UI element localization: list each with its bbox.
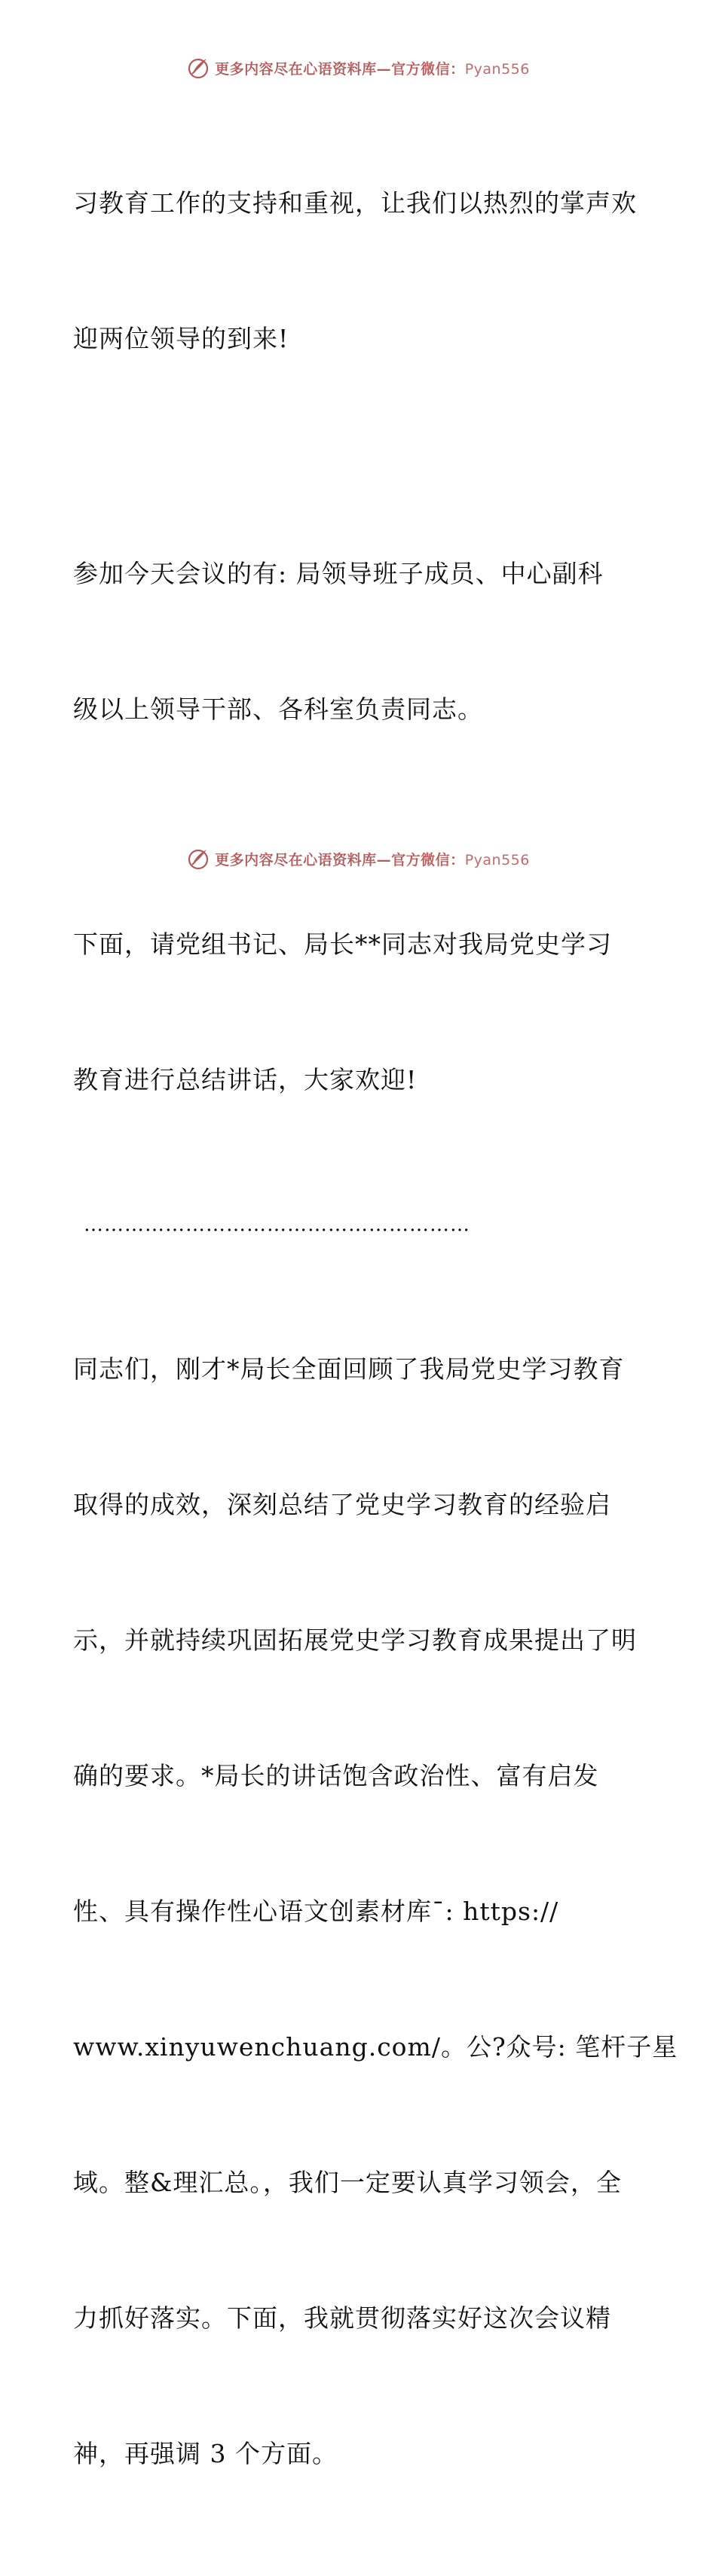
text-line: 教育进行总结讲话，大家欢迎! (73, 1065, 418, 1094)
header-banner-id: Pyan556 (464, 60, 530, 78)
ellipsis-separator: ………………………………………………… (84, 1213, 470, 1236)
footer-banner-text (215, 849, 530, 869)
header-watermark-banner (0, 53, 716, 83)
text-line: 域。整&理汇总。，我们一定要认真学习领会，全 (73, 2168, 622, 2197)
text-line: 下面，请党组书记、局长**同志对我局党史学习 (73, 929, 612, 959)
text-line: 级以上领导干部、各科室负责同志。 (73, 694, 483, 724)
text-line: www.xinyuwenchuang.com/。公?众号: 笔杆子星 (73, 2032, 678, 2062)
header-banner-main: 更多内容尽在心语资料库 (215, 60, 377, 78)
text-line: 示，并就持续巩固拓展党史学习教育成果提出了明 (73, 1625, 637, 1655)
text-line: 确的要求。*局长的讲话饱含政治性、富有启发 (73, 1761, 599, 1790)
paragraph-invite-speech (73, 832, 646, 1193)
text-line: 取得的成效，深刻总结了党史学习教育的经验启 (73, 1490, 611, 1519)
text-line: 性、具有操作性心语文创素材库¯: https:// (73, 1897, 559, 1926)
document-body (73, 90, 678, 2576)
footer-banner-main: 更多内容尽在心语资料库 (215, 851, 377, 868)
text-line: 同志们，刚才*局长全面回顾了我局党史学习教育 (73, 1354, 625, 1384)
paragraph-welcome (73, 90, 646, 452)
footer-banner-label: 官方微信： (391, 851, 465, 868)
footer-banner-dash: — (376, 851, 392, 868)
quill-logo-icon (186, 847, 210, 871)
header-banner-label: 官方微信： (391, 60, 465, 78)
paragraph-attendees (73, 461, 646, 823)
header-banner-dash: — (376, 60, 392, 78)
footer-banner-id: Pyan556 (464, 851, 530, 868)
text-line: 习教育工作的支持和重视，让我们以热烈的掌声欢 (73, 188, 637, 218)
text-line: 参加今天会议的有: 局领导班子成员、中心副科 (73, 559, 604, 588)
text-line: 神，再强调 3 个方面。 (73, 2439, 338, 2468)
text-line: 力抓好落实。下面，我就贯彻落实好这次会议精 (73, 2303, 611, 2333)
header-banner-text (215, 58, 530, 78)
footer-watermark-banner (0, 844, 716, 874)
quill-logo-icon (186, 56, 210, 80)
paragraph-summary (73, 1256, 678, 2567)
text-line: 迎两位领导的到来! (73, 324, 289, 353)
